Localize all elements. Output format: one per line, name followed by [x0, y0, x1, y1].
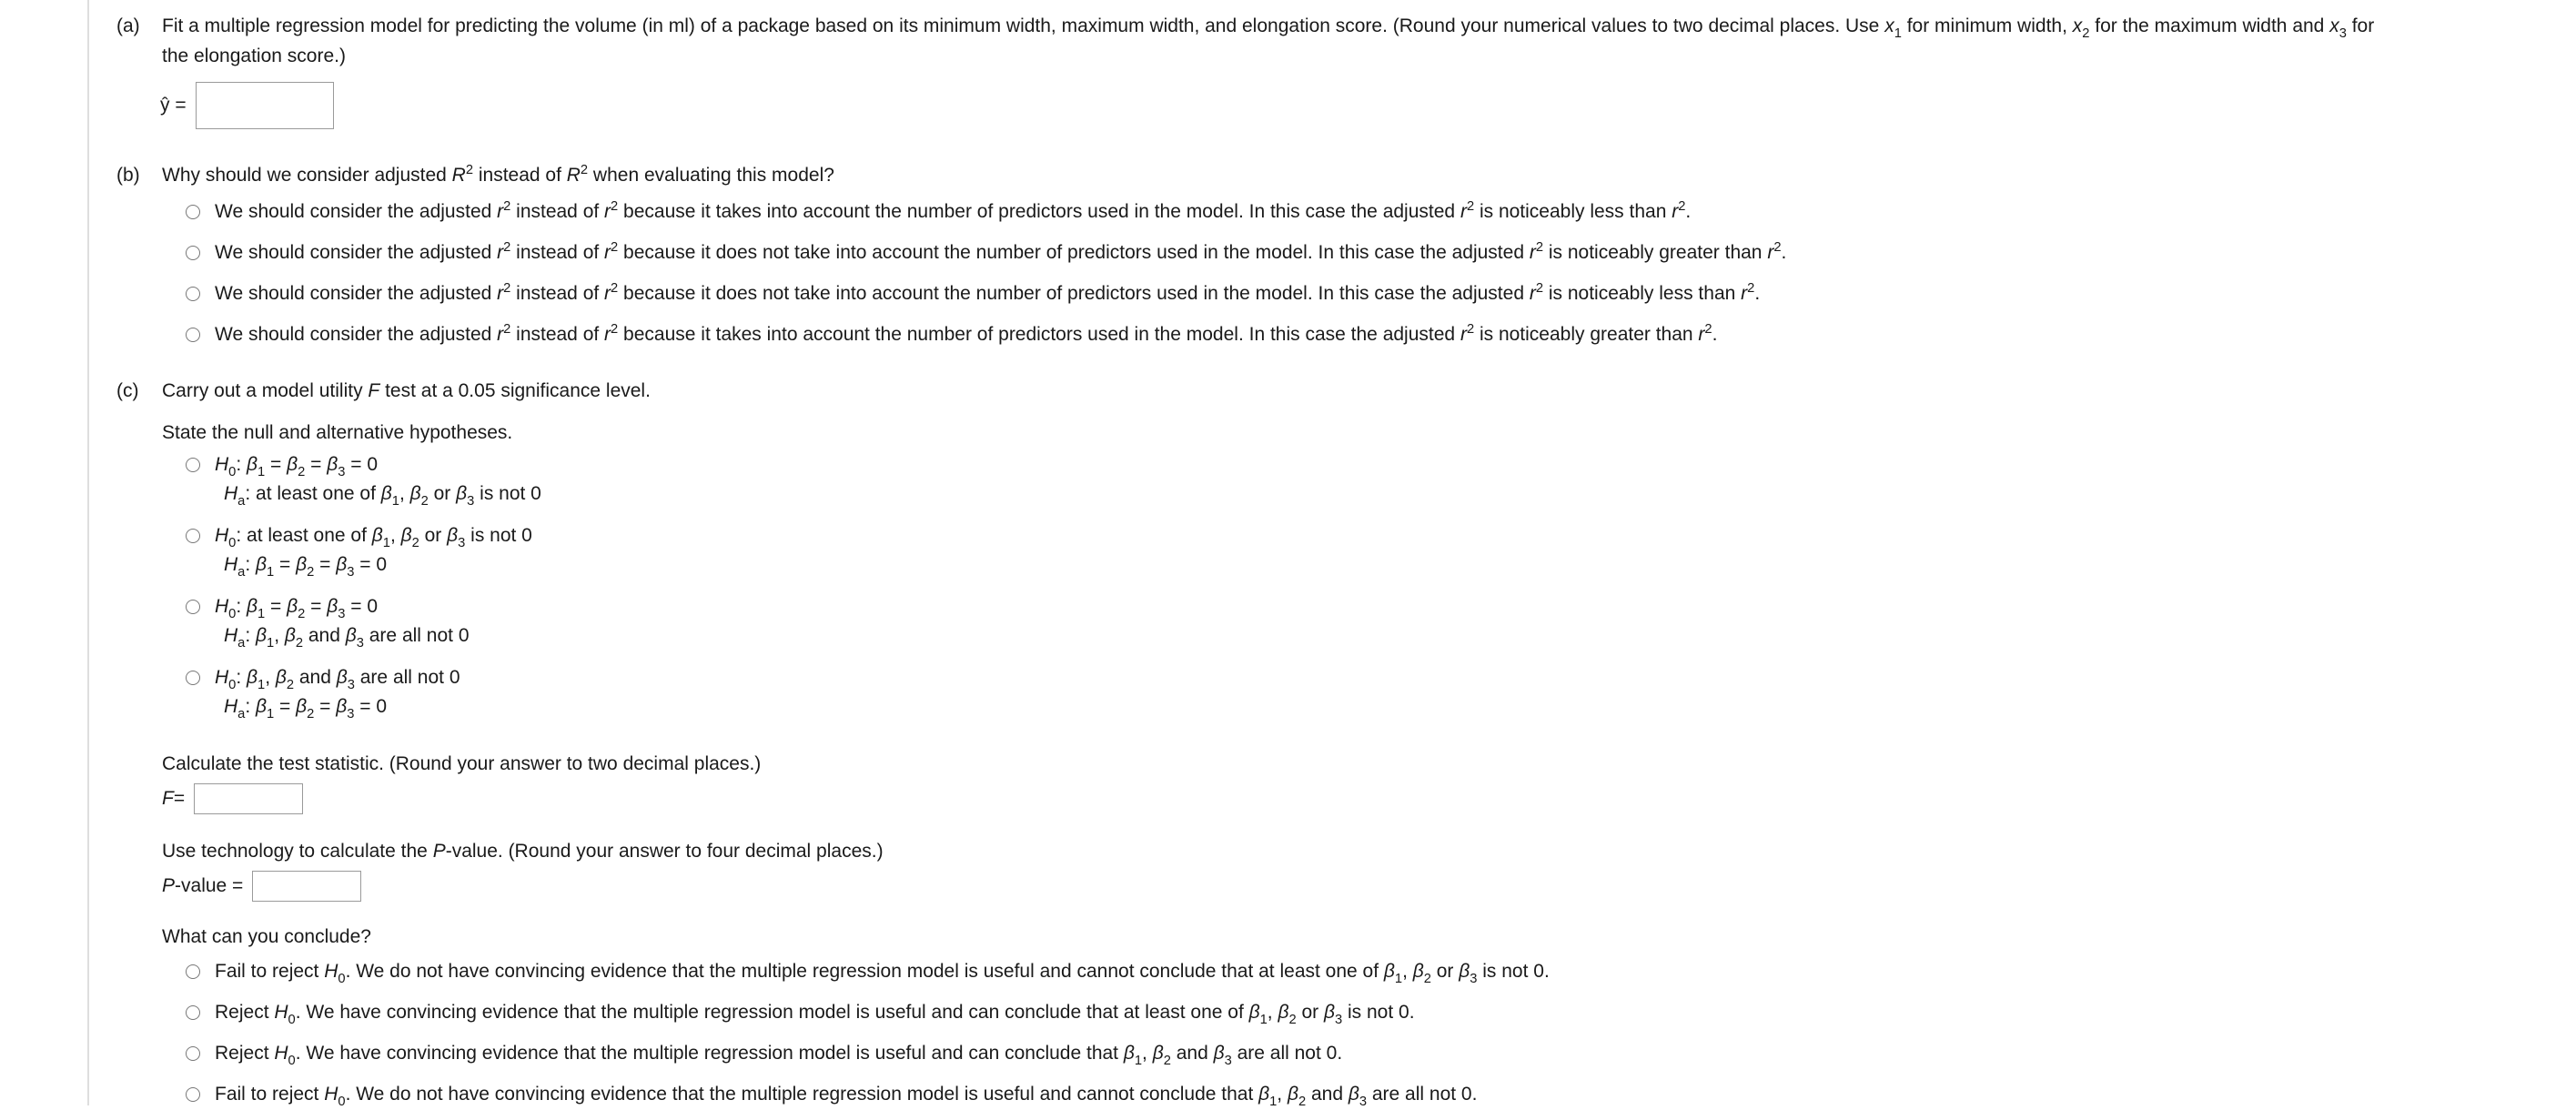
part-b [116, 160, 2576, 350]
f-stat-input[interactable] [194, 783, 303, 814]
f-equals: = [173, 788, 186, 809]
test-statistic-prompt: Calculate the test statistic. (Round your answer to two decimal places.) [162, 753, 762, 774]
radio-button[interactable] [186, 458, 200, 472]
part-c-intro: Carry out a model utility F test at a 0.05 significance level. [162, 380, 651, 401]
left-divider [87, 0, 89, 1105]
conclusion-option-3[interactable]: Reject $H_0$. We have convincing evidence that the multiple regression model is useful and can conclude that $\beta_1$, $\beta_2$ and $\beta_3$ are all not 0. [186, 1038, 2576, 1069]
hypothesis-option-2[interactable]: $H_0$: at least one of $\beta_1$, $\beta_2$ or $\beta_3$ is not 0 $H_a$: $\beta_1 = \beta_2 = \beta_3 = 0$ [186, 521, 2576, 580]
hypothesis-option-1[interactable]: $H_0$: $\beta_1 = \beta_2 = \beta_3 = 0$ $H_a$: at least one of $\beta_1$, $\beta_2$ or $\beta_3$ is not 0 [186, 450, 2576, 509]
yhat-input[interactable] [196, 82, 334, 129]
conclusion-option-1[interactable]: Fail to reject $H_0$. We do not have convincing evidence that the multiple regression model is useful and cannot conclude that at least one of $\beta_1$, $\beta_2$ or $\beta_3$ is not 0. [186, 956, 2576, 987]
hypothesis-option-4[interactable]: $H_0$: $\beta_1$, $\beta_2$ and $\beta_3$ are all not 0 $H_a$: $\beta_1 = \beta_2 = \beta_3 = 0$ [186, 663, 2576, 722]
p-value-input[interactable] [252, 871, 361, 902]
part-a-question: Fit a multiple regression model for predicting the volume (in ml) of a package based on its minimum width, maximum width, and elongation score. (Round your numerical values to two decimal places. Use $x_1$ for minimum width, $x_2$ for the maximum width and $x_3$ for [162, 15, 2375, 41]
conclusion-prompt: What can you conclude? [162, 926, 371, 947]
question-content [116, 0, 2576, 1110]
radio-button[interactable] [186, 964, 200, 979]
b-option-1[interactable]: We should consider the adjusted $r^2$ instead of $r^2$ because it takes into account the number of predictors used in the model. In this case the adjusted $r^2$ is noticeably less than $r^2$. [186, 197, 2576, 227]
part-a [116, 11, 2576, 129]
p-value-row [162, 871, 2576, 902]
part-b-label: (b) [116, 165, 140, 186]
hypotheses-prompt: State the null and alternative hypotheses. [162, 422, 513, 443]
radio-button[interactable] [186, 246, 200, 260]
p-value-prompt: Use technology to calculate the P-value. (Round your answer to four decimal places.) [162, 841, 884, 862]
b-option-4[interactable]: We should consider the adjusted $r^2$ instead of $r^2$ because it takes into account the number of predictors used in the model. In this case the adjusted $r^2$ is noticeably greater than $r^2$. [186, 319, 2576, 350]
conclusion-option-4[interactable]: Fail to reject $H_0$. We do not have convincing evidence that the multiple regression model is useful and cannot conclude that $\beta_1$, $\beta_2$ and $\beta_3$ are all not 0. [186, 1079, 2576, 1110]
part-c-label: (c) [116, 380, 139, 401]
yhat-label: ŷ = [160, 95, 187, 116]
b-option-2[interactable]: We should consider the adjusted $r^2$ instead of $r^2$ because it does not take into account the number of predictors used in the model. In this case the adjusted $r^2$ is noticeably greater than $r^2$. [186, 237, 2576, 268]
hypothesis-option-3[interactable]: $H_0$: $\beta_1 = \beta_2 = \beta_3 = 0$ $H_a$: $\beta_1$, $\beta_2$ and $\beta_3$ are all not 0 [186, 592, 2576, 651]
yhat-row [160, 82, 2576, 129]
radio-button[interactable] [186, 529, 200, 543]
part-c [116, 376, 2576, 1110]
radio-button[interactable] [186, 1005, 200, 1020]
radio-button[interactable] [186, 287, 200, 301]
radio-button[interactable] [186, 328, 200, 342]
p-label: P [162, 875, 176, 896]
part-a-label: (a) [116, 15, 140, 36]
radio-button[interactable] [186, 1087, 200, 1102]
conclusion-option-2[interactable]: Reject $H_0$. We have convincing evidence that the multiple regression model is useful and can conclude that at least one of $\beta_1$, $\beta_2$ or $\beta_3$ is not 0. [186, 997, 2576, 1028]
f-label: F [162, 788, 174, 809]
part-b-question: Why should we consider adjusted $R^2$ instead of $R^2$ when evaluating this model? [162, 163, 834, 186]
radio-button[interactable] [186, 1046, 200, 1061]
f-stat-row [162, 783, 2576, 814]
radio-button[interactable] [186, 600, 200, 614]
p-value-label: -value = [175, 875, 244, 896]
radio-button[interactable] [186, 205, 200, 219]
radio-button[interactable] [186, 671, 200, 685]
part-a-question-cont: the elongation score.) [162, 45, 346, 66]
b-option-3[interactable]: We should consider the adjusted $r^2$ instead of $r^2$ because it does not take into account the number of predictors used in the model. In this case the adjusted $r^2$ is noticeably less than $r^2$. [186, 278, 2576, 309]
